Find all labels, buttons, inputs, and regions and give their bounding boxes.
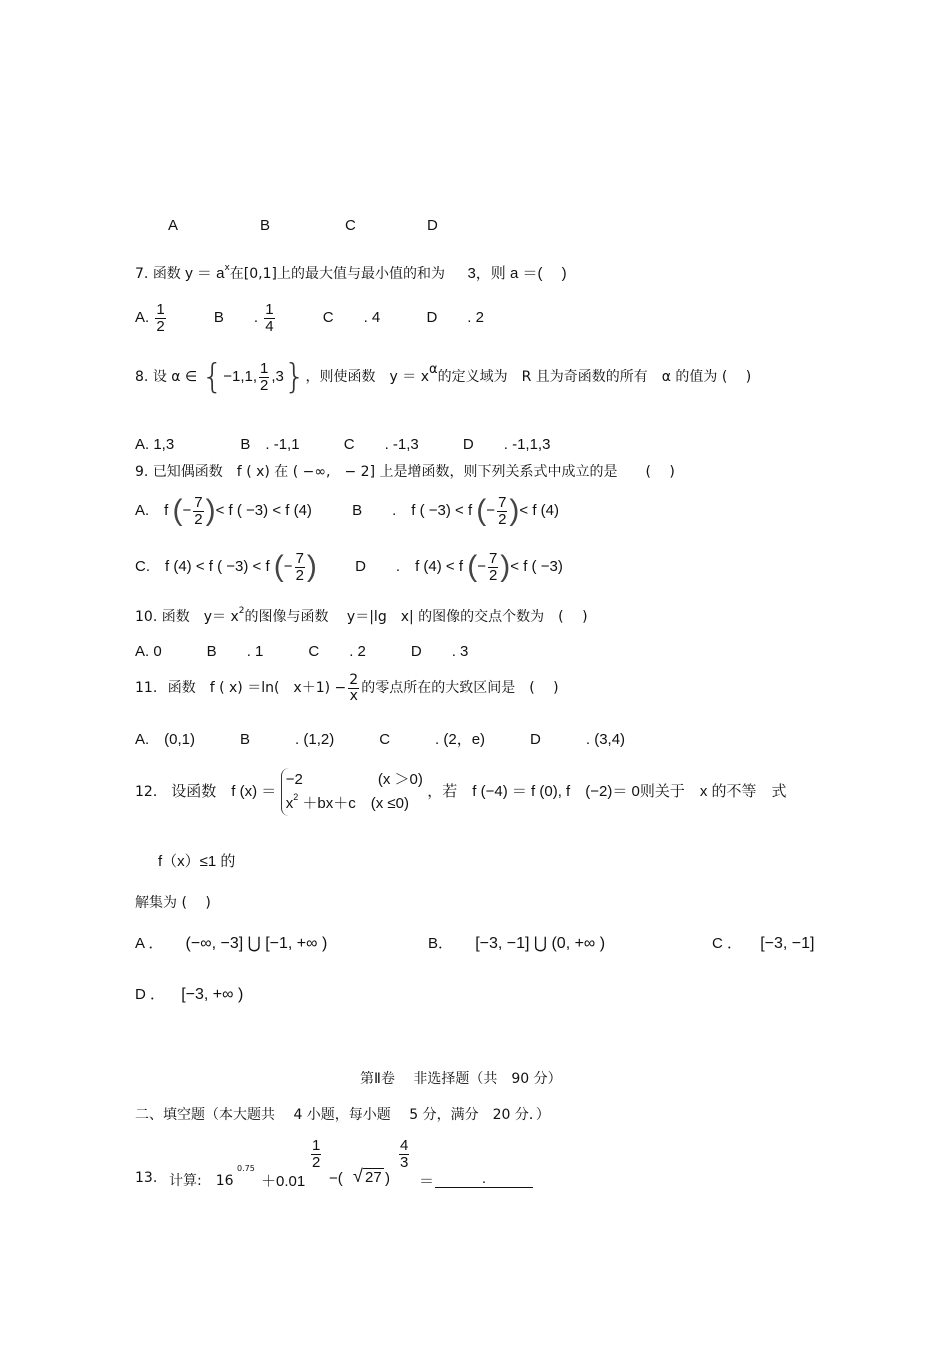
q9-opt-b-post: < f (4) bbox=[519, 501, 560, 519]
q8-opt-b: B . -1,1 bbox=[240, 436, 300, 453]
top-choice-b: B bbox=[260, 217, 271, 234]
q10-sup: 2 bbox=[238, 606, 245, 616]
q8-set-num: 1 bbox=[260, 359, 269, 377]
q11-fraction bbox=[348, 673, 359, 703]
q8-brace-close-icon: } bbox=[283, 357, 306, 397]
q9-opt-c-paren-open-icon: ( bbox=[273, 550, 284, 583]
q12-opt-a bbox=[135, 932, 327, 953]
q8-text-c: 的定义域为 R 且为奇函数的所有 α 的值为 ( ) bbox=[437, 369, 752, 385]
q10-text-a: 函数 y＝ x bbox=[161, 609, 239, 625]
q12-case-2-b: ＋bx＋c (x ≤0) bbox=[298, 795, 409, 813]
q9-opt-d-fraction bbox=[488, 551, 498, 584]
q13-text-d: ) bbox=[385, 1170, 390, 1187]
q13-sup-1: 0.75 bbox=[237, 1164, 255, 1173]
top-choice-a: A bbox=[168, 217, 179, 234]
q9-opt-a-post: < f ( −3) < f (4) bbox=[215, 501, 312, 519]
q7-text-b: 在[0,1]上的最大值与最小值的和为 bbox=[229, 266, 445, 282]
q8-options bbox=[135, 433, 550, 454]
q8-brace-open-icon: { bbox=[201, 357, 224, 397]
q11-number: 11. bbox=[135, 680, 158, 697]
q13-number: 13. bbox=[135, 1170, 158, 1186]
q13-text-c: −( bbox=[329, 1170, 343, 1187]
q9-opt-a-num: 7 bbox=[194, 493, 203, 511]
q9-opt-c-den: 2 bbox=[295, 566, 304, 584]
q12-opt-d-value: [−3, +∞ ) bbox=[181, 986, 244, 1003]
q9-opt-a-pre: A. f bbox=[135, 501, 169, 519]
q12-case-2 bbox=[286, 791, 423, 815]
question-7 bbox=[135, 262, 567, 283]
q12-opt-b bbox=[428, 932, 605, 953]
q7-opt-d: D . 2 bbox=[426, 309, 484, 327]
q9-opt-a-paren-close-icon: ) bbox=[205, 494, 216, 527]
q13-exp-2 bbox=[399, 1138, 409, 1171]
q10-text-b: 的图像与函数 y＝|lg x| 的图像的交点个数为 ( ) bbox=[244, 609, 588, 625]
q8-opt-a: A. 1,3 bbox=[135, 436, 175, 453]
q12-opt-c bbox=[712, 932, 814, 953]
q7-opt-a-fraction bbox=[155, 302, 165, 335]
q12-opt-b-value: [−3, −1] ⋃ (0, +∞ ) bbox=[475, 935, 606, 952]
q9-opt-c-minus: − bbox=[283, 557, 293, 575]
q12-case-2-sup: 2 bbox=[293, 792, 299, 803]
q7-value: 3，则 a ＝( ) bbox=[467, 265, 567, 282]
q7-opt-c: C . 4 bbox=[322, 309, 381, 327]
q11-frac-num: 2 bbox=[349, 672, 359, 688]
q11-text-a: 函数 f ( x) ＝ln( x＋1) − bbox=[167, 680, 347, 697]
q9-opt-b-paren-close-icon: ) bbox=[509, 494, 520, 527]
q13-answer-blank[interactable]: . bbox=[435, 1170, 533, 1188]
section-2-heading: 二、填空题（本大题共 4 小题，每小题 5 分，满分 20 分．） bbox=[135, 1107, 550, 1123]
q9-opt-d-den: 2 bbox=[488, 566, 498, 584]
question-12 bbox=[135, 768, 787, 816]
q13-sqrt-icon: √ bbox=[353, 1166, 363, 1186]
q7-options bbox=[135, 302, 484, 335]
q7-opt-b-label: B . bbox=[213, 309, 259, 327]
q12-line-2: f（x）≤1 的 bbox=[158, 853, 236, 870]
q8-opt-d: D . -1,1,3 bbox=[462, 436, 551, 453]
q12-opt-a-value: (−∞, −3] ⋃ [−1, +∞ ) bbox=[185, 935, 328, 952]
q8-number: 8. bbox=[135, 369, 149, 385]
q8-text-b: ，则使函数 y ＝ x bbox=[305, 369, 429, 385]
q12-opt-c-value: [−3, −1] bbox=[760, 935, 815, 952]
section-2-title: 第Ⅱ卷 非选择题（共 90 分） bbox=[360, 1071, 562, 1087]
q7-opt-b-num: 1 bbox=[265, 301, 274, 318]
q9-opt-d-paren-close-icon: ) bbox=[500, 550, 511, 583]
q9-opt-c-pre: C. f (4) < f ( −3) < f bbox=[135, 557, 270, 575]
q8-sup: α bbox=[429, 362, 438, 377]
q12-text-a: 设函数 f (x) ＝ bbox=[171, 782, 277, 800]
question-9 bbox=[135, 461, 675, 481]
q9-opt-d-num: 7 bbox=[488, 549, 498, 567]
q9-opt-d-paren-open-icon: ( bbox=[467, 550, 478, 583]
q9-opt-d-post: < f ( −3) bbox=[510, 557, 563, 575]
q8-text-a: 设 α ∈ bbox=[152, 369, 198, 385]
q9-opt-b-minus: − bbox=[486, 501, 496, 519]
top-choice-c: C bbox=[345, 217, 356, 234]
q8-set-a: −1,1, bbox=[223, 368, 258, 385]
q7-formula: y ＝ a bbox=[185, 265, 225, 282]
q7-opt-a-den: 2 bbox=[156, 317, 165, 335]
q13-exp-1-den: 2 bbox=[312, 1153, 321, 1171]
q7-number: 7. bbox=[135, 266, 149, 282]
q9-opt-c-num: 7 bbox=[295, 549, 304, 567]
q12-opt-c-label: C ． bbox=[712, 935, 743, 952]
q12-number: 12． bbox=[135, 783, 167, 800]
q9-opt-a-den: 2 bbox=[194, 510, 203, 528]
q10-number: 10. bbox=[135, 609, 158, 625]
q9-opt-b-den: 2 bbox=[498, 510, 507, 528]
q7-opt-b-den: 4 bbox=[265, 317, 274, 335]
q13-exp-1 bbox=[311, 1138, 321, 1171]
q9-opt-c-fraction bbox=[295, 551, 305, 584]
q11-options: A. (0,1) B . (1,2) C . (2，e) D . (3,4) bbox=[135, 731, 626, 748]
question-8 bbox=[135, 357, 752, 397]
q12-line-3: 解集为 ( ) bbox=[135, 895, 211, 911]
q12-case-2-a: x bbox=[285, 795, 294, 813]
q12-text-b: ，若 f (−4) ＝ f (0), f (−2)＝ 0则关于 x 的不等 式 bbox=[427, 782, 787, 800]
question-10 bbox=[135, 606, 588, 626]
q13-sqrt-value: 27 bbox=[365, 1169, 382, 1186]
q9-text: 已知偶函数 f ( x) 在 ( −∞, − 2] 上是增函数，则下列关系式中成立的是 ( ) bbox=[152, 464, 675, 480]
q7-text-a: 函数 bbox=[152, 266, 181, 282]
q9-opt-a-paren-open-icon: ( bbox=[172, 494, 183, 527]
q9-opt-b-pre: B . f ( −3) < f bbox=[352, 501, 473, 519]
q12-opt-d bbox=[135, 983, 243, 1004]
q12-opt-d-label: D ． bbox=[135, 986, 166, 1003]
q9-options-cd bbox=[135, 550, 563, 584]
q7-sup: x bbox=[224, 263, 230, 273]
q9-opt-d-minus: − bbox=[477, 557, 486, 575]
q13-exp-2-den: 3 bbox=[400, 1153, 409, 1171]
q9-opt-b-num: 7 bbox=[498, 493, 507, 511]
q9-number: 9. bbox=[135, 464, 149, 480]
q7-opt-a-label: A. bbox=[135, 309, 150, 327]
q7-opt-a-num: 1 bbox=[156, 301, 165, 318]
q13-text-e: ＝ bbox=[419, 1173, 435, 1190]
q13-text-a: 计算: 16 bbox=[169, 1173, 234, 1189]
q9-opt-a-fraction bbox=[193, 495, 203, 528]
q7-opt-b-fraction bbox=[264, 302, 274, 335]
q9-opt-a-minus: − bbox=[182, 501, 192, 519]
q8-set-fraction bbox=[259, 361, 269, 394]
top-choice-d: D bbox=[427, 217, 438, 234]
q10-options: A. 0 B . 1 C . 2 D . 3 bbox=[135, 643, 469, 660]
q9-opt-b-fraction bbox=[497, 495, 507, 528]
q9-options-ab bbox=[135, 494, 559, 528]
q9-opt-d-pre: D . f (4) < f bbox=[355, 557, 464, 575]
q8-set-den: 2 bbox=[260, 376, 269, 394]
q9-opt-b-paren-open-icon: ( bbox=[476, 494, 487, 527]
q12-case-1: −2 (x ＞0) bbox=[285, 771, 423, 788]
question-11 bbox=[135, 673, 559, 703]
q12-piecewise bbox=[281, 768, 423, 816]
q8-set-b: ,3 bbox=[271, 368, 284, 385]
q11-text-b: 的零点所在的大致区间是 ( ) bbox=[361, 680, 559, 697]
q12-opt-a-label: A ． bbox=[135, 935, 164, 952]
q11-frac-den: x bbox=[349, 687, 358, 704]
q9-opt-c-paren-close-icon: ) bbox=[306, 550, 317, 583]
q8-opt-c: C . -1,3 bbox=[343, 436, 419, 453]
q12-opt-b-label: B． bbox=[428, 935, 454, 952]
q13-exp-2-num: 4 bbox=[400, 1137, 409, 1154]
q13-text-b: ＋0.01 bbox=[261, 1173, 306, 1190]
q13-exp-1-num: 1 bbox=[312, 1137, 321, 1154]
